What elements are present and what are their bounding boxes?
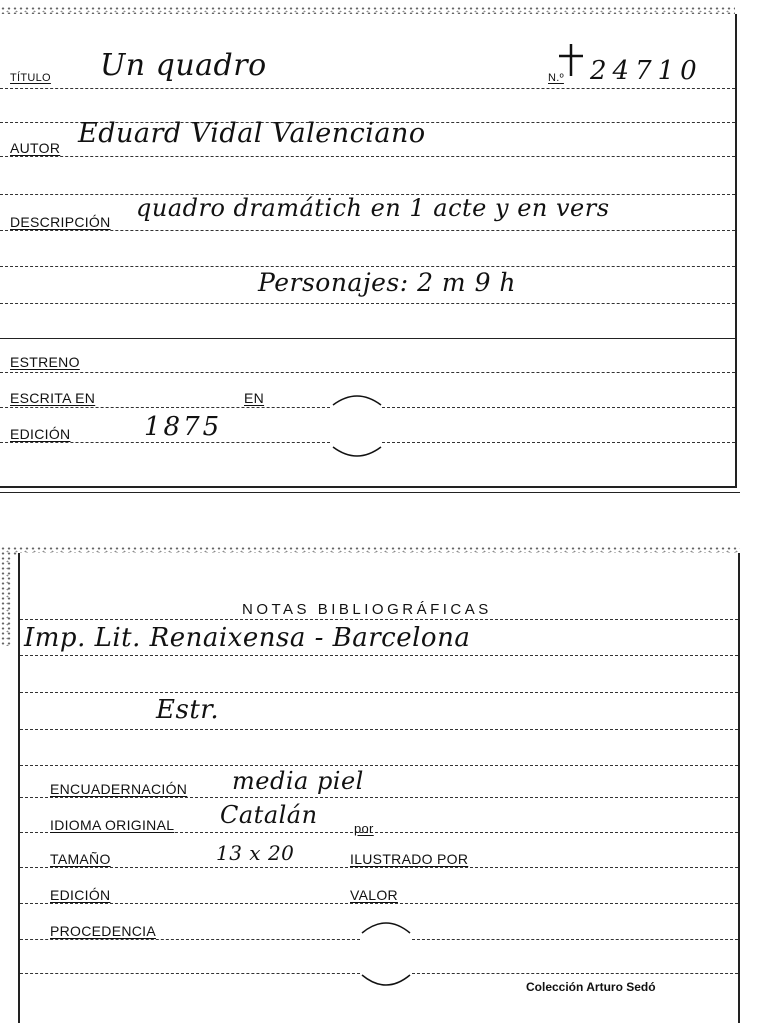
punch-hole-icon <box>356 917 416 989</box>
rule <box>0 266 735 267</box>
escrita-en-label: ESCRITA EN <box>10 390 96 406</box>
catalog-card-front <box>0 14 737 488</box>
rule <box>20 797 738 798</box>
edicion-label: EDICIÓN <box>10 426 71 442</box>
numero-value: 24710 <box>590 56 703 86</box>
notas-heading: NOTAS BIBLIOGRÁFICAS <box>242 601 492 618</box>
tamano-value: 13 x 20 <box>216 841 295 865</box>
descripcion-label: DESCRIPCIÓN <box>10 214 111 230</box>
rule <box>20 729 738 730</box>
edicion-label-back: EDICIÓN <box>50 887 111 903</box>
collection-credit: Colección Arturo Sedó <box>526 980 656 994</box>
rule <box>0 442 330 443</box>
rule <box>0 88 735 89</box>
titulo-value: Un quadro <box>100 48 267 83</box>
encuadernacion-label: ENCUADERNACIÓN <box>50 781 188 797</box>
punch-hole-icon <box>327 391 387 461</box>
rule <box>0 156 735 157</box>
descripcion-value: quadro dramátich en 1 acte y en vers <box>136 194 610 222</box>
rule <box>20 903 738 904</box>
descripcion-value-2: Personajes: 2 m 9 h <box>258 268 517 297</box>
idioma-label: IDIOMA ORIGINAL <box>50 817 175 833</box>
rule <box>0 372 735 373</box>
autor-label: AUTOR <box>10 140 61 156</box>
rule <box>0 407 330 408</box>
procedencia-label: PROCEDENCIA <box>50 923 156 939</box>
rule <box>20 867 738 868</box>
rule <box>412 939 738 940</box>
scan-separator <box>0 492 740 493</box>
por-label: por <box>354 821 374 836</box>
rule <box>20 939 360 940</box>
rule <box>20 973 360 974</box>
valor-label: VALOR <box>350 887 398 903</box>
cross-mark-icon <box>556 42 586 82</box>
rule <box>0 230 735 231</box>
rule <box>382 407 735 408</box>
rule <box>20 765 738 766</box>
rule-section <box>0 338 735 339</box>
catalog-card-back <box>18 553 740 1023</box>
rule <box>0 303 735 304</box>
estreno-label: ESTRENO <box>10 354 80 370</box>
en-label: EN <box>244 390 265 406</box>
card-left-texture <box>0 556 12 646</box>
numero-label: N.º <box>548 72 564 84</box>
ilustrado-label: ILUSTRADO POR <box>350 851 469 867</box>
rule <box>20 692 738 693</box>
edicion-value: 1875 <box>144 412 223 442</box>
autor-value: Eduard Vidal Valenciano <box>78 118 426 149</box>
rule <box>412 973 738 974</box>
rule <box>20 655 738 656</box>
titulo-label: TÍTULO <box>10 72 51 84</box>
encuadernacion-value: media piel <box>232 767 364 795</box>
nota-line-2: Estr. <box>156 695 220 725</box>
rule <box>382 442 735 443</box>
idioma-value: Catalán <box>220 801 318 829</box>
tamano-label: TAMAÑO <box>50 851 111 867</box>
rule <box>20 619 738 620</box>
nota-line-1: Imp. Lit. Renaixensa - Barcelona <box>24 623 471 653</box>
